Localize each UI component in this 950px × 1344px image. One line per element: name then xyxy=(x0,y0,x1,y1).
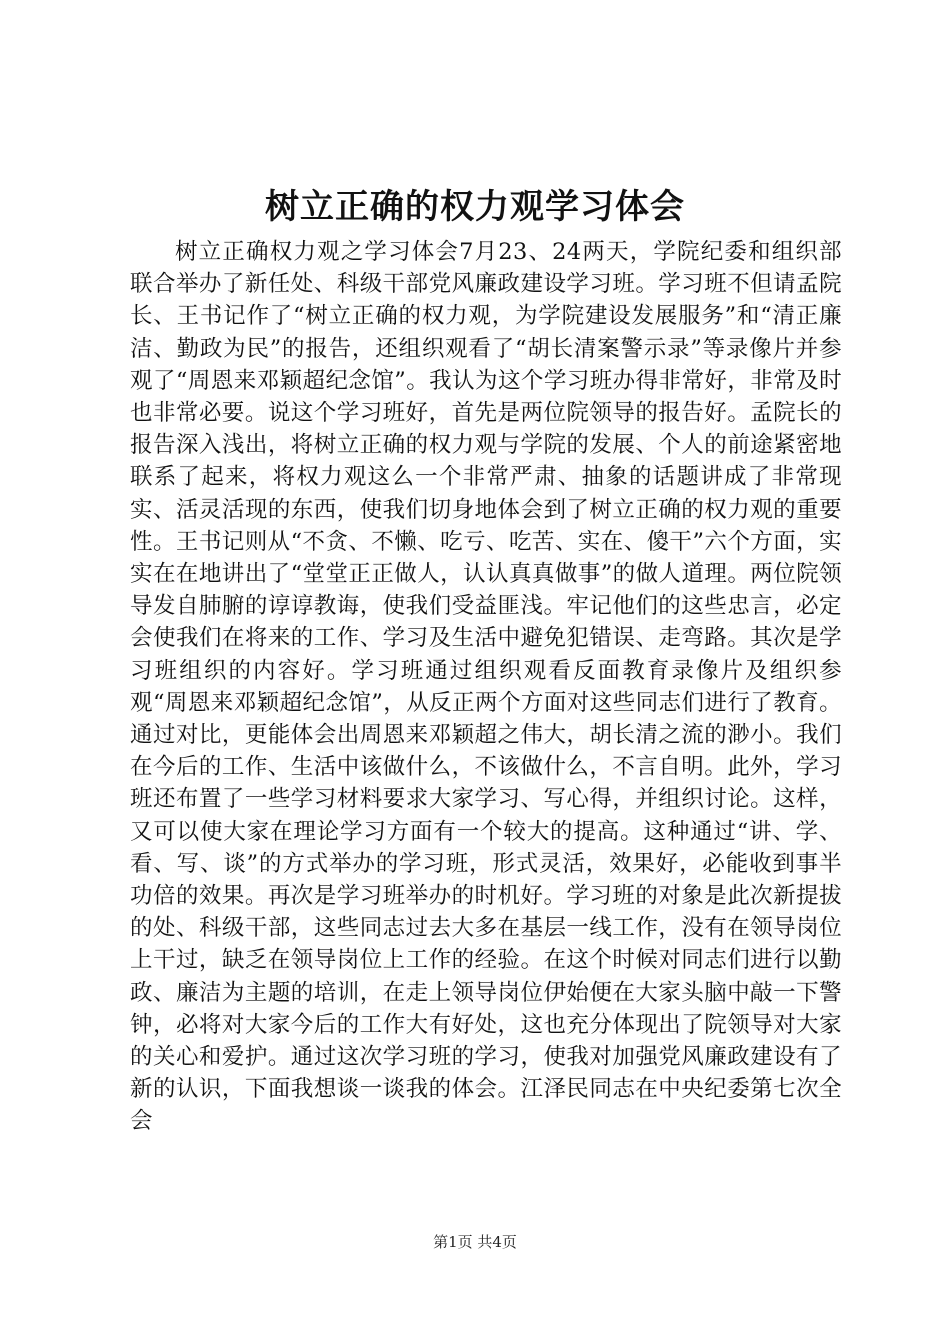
document-title: 树立正确的权力观学习体会 xyxy=(265,187,685,227)
page-number-footer: 第1页 共4页 xyxy=(433,1233,517,1251)
document-body-paragraph: 树立正确权力观之学习体会7月23、24两天，学院纪委和组织部联合举办了新任处、科级干部党风廉政建设学习班。学习班不但请孟院长、王书记作了“树立正确的权力观，为学院建设发展服务”和“清正廉洁、勤政为民”的报告，还组织观看了“胡长清案警示录”等录像片并参观了“周恩来邓颖超纪念馆”。我认为这个学习班办得非常好，非常及时也非常必要。说这个学习班好，首先是两位院领导的报告好。孟院长的报告深入浅出，将树立正确的权力观与学院的发展、个人的前途紧密地联系了起来，将权力观这么一个非常严肃、抽象的话题讲成了非常现实、活灵活现的东西，使我们切身地体会到了树立正确的权力观的重要性。王书记则从“不贪、不懒、吃亏、吃苦、实在、傻干”六个方面，实实在在地讲出了“堂堂正正做人，认认真真做事”的做人道理。两位院领导发自肺腑的谆谆教诲，使我们受益匪浅。牢记他们的这些忠言，必定会使我们在将来的工作、学习及生活中避免犯错误、走弯路。其次是学习班组织的内容好。学习班通过组织观看反面教育录像片及组织参观“周恩来邓颖超纪念馆”，从反正两个方面对这些同志们进行了教育。通过对比，更能体会出周恩来邓颖超之伟大，胡长清之流的渺小。我们在今后的工作、生活中该做什么，不该做什么，不言自明。此外，学习班还布置了一些学习材料要求大家学习、写心得，并组织讨论。这样，又可以使大家在理论学习方面有一个较大的提高。这种通过“讲、学、看、写、谈”的方式举办的学习班，形式灵活，效果好，必能收到事半功倍的效果。再次是学习班举办的时机好。学习班的对象是此次新提拔的处、科级干部，这些同志过去大多在基层一线工作，没有在领导岗位上干过，缺乏在领导岗位上工作的经验。在这个时候对同志们进行以勤政、廉洁为主题的培训，在走上领导岗位伊始便在大家头脑中敲一下警钟，必将对大家今后的工作大有好处，这也充分体现出了院领导对大家的关心和爱护。通过这次学习班的学习，使我对加强党风廉政建设有了新的认识，下面我想谈一谈我的体会。江泽民同志在中央纪委第七次全会 xyxy=(130,239,842,1135)
